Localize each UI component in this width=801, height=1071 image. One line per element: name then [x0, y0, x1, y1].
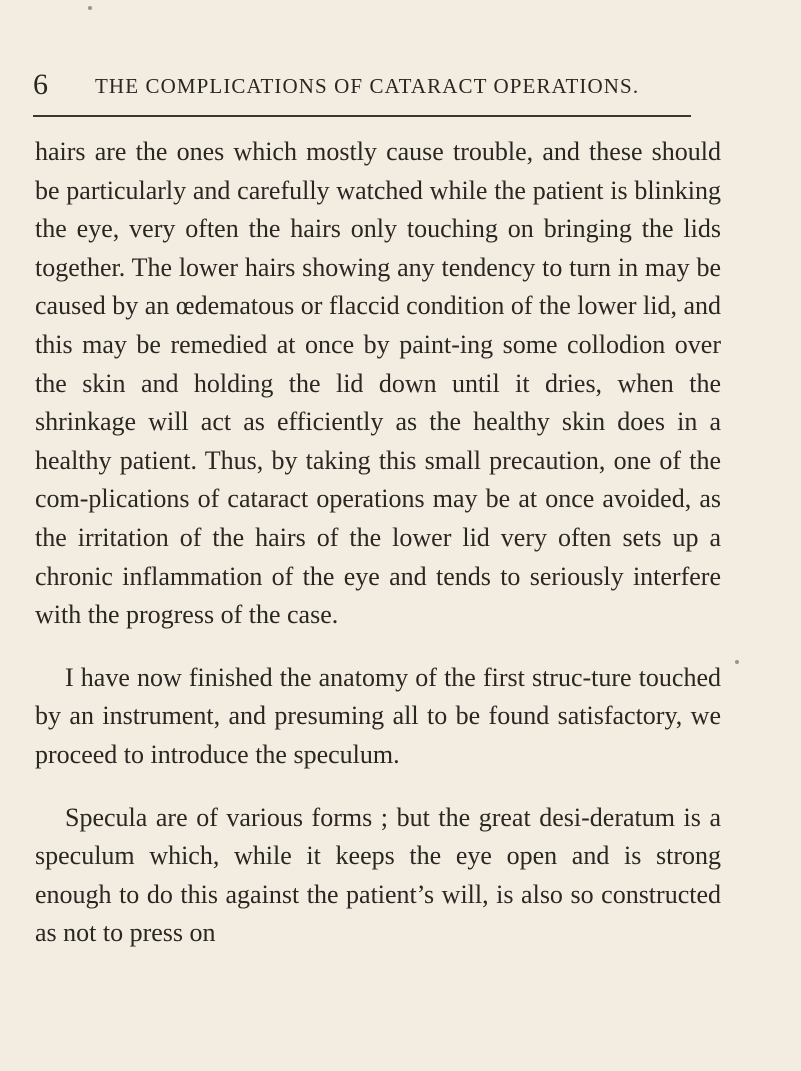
paragraph-1: hairs are the ones which mostly cause trouble, and these should be particularly and carefully watched while the patient is blinking the eye, very often the hairs only touching on bringing the lids together. The lower hairs showing any tendency to turn in may be caused by an œdematous or flaccid condition of the lower lid, and this may be remedied at once by paint-ing some collodion over the skin and holding the lid down until it dries, when the shrinkage will act as efficiently as the healthy skin does in a healthy patient. Thus, by taking this small precaution, one of the com-plications of cataract operations may be at once avoided, as the irritation of the hairs of the lower lid very often sets up a chronic inflammation of the eye and tends to seriously interfere with the progress of the case.	[35, 137, 721, 630]
paragraph-2: I have now finished the anatomy of the first struc-ture touched by an instrument, and presuming all to be found satisfactory, we proceed to introduce the speculum.	[35, 662, 721, 769]
paragraph-3: Specula are of various forms ; but the great desi-deratum is a speculum which, while it keeps the eye open and is strong enough to do this against the patient’s will, is also so constructed as not to press on	[35, 802, 721, 948]
body-text	[35, 133, 721, 953]
running-title: THE COMPLICATIONS OF CATARACT OPERATIONS.	[95, 74, 640, 98]
print-speck	[735, 660, 739, 664]
page-header	[33, 68, 733, 102]
header-rule	[33, 115, 691, 117]
page-number: 6	[33, 68, 48, 101]
print-speck	[88, 6, 92, 10]
